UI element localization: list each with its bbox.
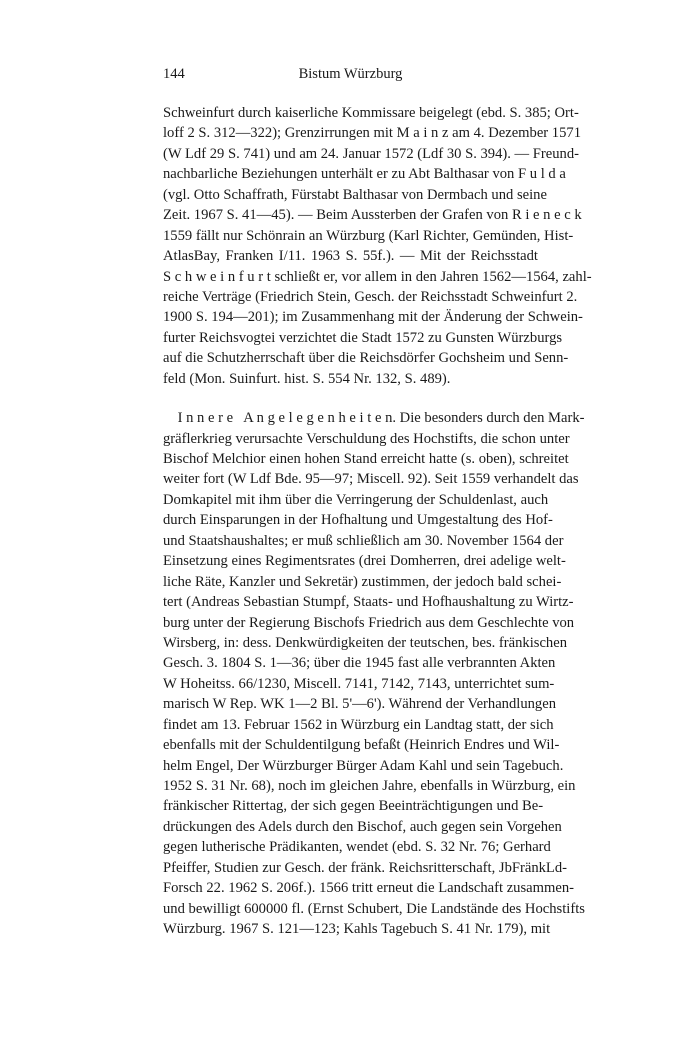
text-line: auf die Schutzherrschaft über die Reichsdörfer Gochsheim und Senn- [163,350,569,367]
text-line: feld (Mon. Suinfurt. hist. S. 554 Nr. 132, S. 489). [163,370,451,387]
text-line: und bewilligt 600000 fl. (Ernst Schubert, Die Landstände des Hochstifts [163,900,585,917]
text-line: Zeit. 1967 S. 41—45). — Beim Aussterben der Grafen von R i e n e c k [163,207,582,224]
text-line: Gesch. 3. 1804 S. 1—36; über die 1945 fast alle verbrannten Akten [163,655,556,672]
text-line: gräflerkrieg verursachte Verschuldung des Hochstifts, die schon unter [163,430,570,447]
text-line: liche Räte, Kanzler und Sekretär) zustimmen, der jedoch bald schei- [163,573,562,590]
text-line: furter Reichsvogtei verzichtet die Stadt 1572 zu Gunsten Würzburgs [163,329,563,346]
text-line: nachbarliche Beziehungen unterhält er zu Abt Balthasar von F u l d a [163,166,566,183]
text-line: loff 2 S. 312—322); Grenzirrungen mit M a i n z am 4. Dezember 1571 [163,125,581,142]
text-line: marisch W Rep. WK 1—2 Bl. 5'—6'). Während der Verhandlungen [163,696,556,713]
text-line: 1559 fällt nur Schönrain an Würzburg (Karl Richter, Gemünden, Hist- [163,227,574,244]
text-line: AtlasBay, Franken I/11. 1963 S. 55f.). — Mit der Reichsstadt [163,248,538,265]
text-line: reiche Verträge (Friedrich Stein, Gesch. der Reichsstadt Schweinfurt 2. [163,288,578,305]
text-line: (W Ldf 29 S. 741) und am 24. Januar 1572 (Ldf 30 S. 394). — Freund- [163,145,580,162]
text-line: Forsch 22. 1962 S. 206f.). 1566 tritt erneut die Landschaft zusammen- [163,880,574,897]
text-line: und Staatshaushaltes; er muß schließlich am 30. November 1564 der [163,532,564,549]
text-line: Pfeiffer, Studien zur Gesch. der fränk. Reichsritterschaft, JbFränkLd- [163,859,567,876]
text-line: drückungen des Adels durch den Bischof, auch gegen sein Vorgehen [163,818,562,835]
page-header [163,66,538,86]
text-line: ebenfalls mit der Schuldentilgung befaßt (Heinrich Endres und Wil- [163,737,560,754]
text-line: Bischof Melchior einen hohen Stand erreicht hatte (s. oben), schreitet [163,451,569,467]
paragraph-1 [163,103,592,389]
text-line: tert (Andreas Sebastian Stumpf, Staats- und Hofhaushaltung zu Wirtz- [163,594,574,611]
page-number: 144 [163,66,185,82]
text-line: Würzburg. 1967 S. 121—123; Kahls Tagebuch S. 41 Nr. 179), mit [163,921,551,938]
paragraph-2 [163,408,585,939]
text-line: 1900 S. 194—201); im Zusammenhang mit der Änderung der Schwein- [163,309,583,326]
text-line: gegen lutherische Prädikanten, wendet (ebd. S. 32 Nr. 76; Gerhard [163,839,551,856]
text-line: Einsetzung eines Regimentsrates (drei Domherren, drei adelige welt- [163,553,566,570]
body-text [163,103,592,940]
text-line: helm Engel, Der Würzburger Bürger Adam Kahl und sein Tagebuch. [163,757,564,774]
text-line: Schweinfurt durch kaiserliche Kommissare beigelegt (ebd. S. 385; Ort- [163,105,579,121]
text-line: weiter fort (W Ldf Bde. 95—97; Miscell. 92). Seit 1559 verhandelt das [163,471,579,488]
text-line: I n n e r e A n g e l e g e n h e i t e n. Die besonders durch den Mark- [163,410,585,427]
text-line: 1952 S. 31 Nr. 68), noch im gleichen Jahre, ebenfalls in Würzburg, ein [163,778,576,794]
text-line: W Hoheitss. 66/1230, Miscell. 7141, 7142, 7143, unterrichtet sum- [163,675,555,692]
text-line: Domkapitel mit ihm über die Verringerung der Schuldenlast, auch [163,491,549,508]
text-line: fränkischer Rittertag, der sich gegen Beeinträchtigungen und Be- [163,798,544,815]
text-line: (vgl. Otto Schaffrath, Fürstabt Balthasar von Dermbach und seine [163,186,547,203]
text-line: burg unter der Regierung Bischofs Friedrich aus dem Geschlechte von [163,614,575,631]
running-title: Bistum Würzburg [298,66,403,82]
text-line: durch Einsparungen in der Hofhaltung und Umgestaltung des Hof- [163,512,553,529]
text-line: Wirsberg, in: dess. Denkwürdigkeiten der teutschen, bes. fränkischen [163,634,568,651]
text-line: findet am 13. Februar 1562 in Würzburg ein Landtag statt, der sich [163,716,554,733]
text-line: S c h w e i n f u r t schließt er, vor allem in den Jahren 1562—1564, zahl- [163,268,592,285]
